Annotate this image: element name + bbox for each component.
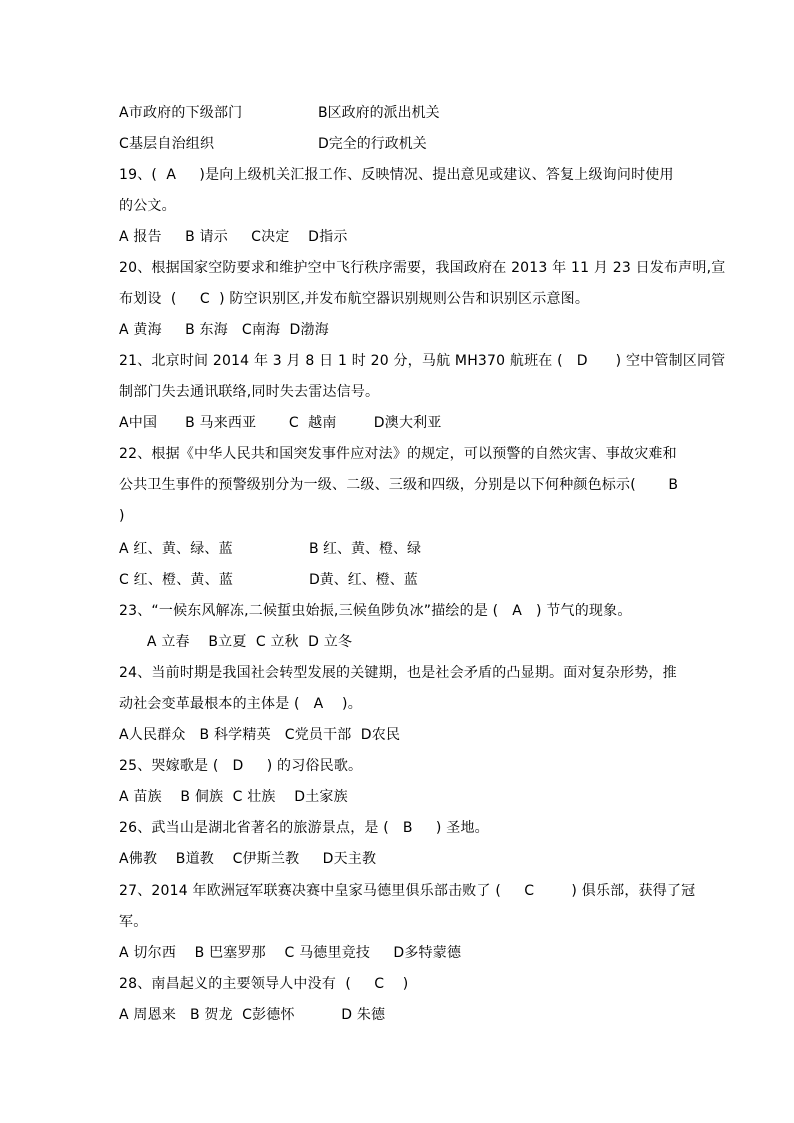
question-24-options: A人民群众 B 科学精英 C党员干部 D农民: [119, 727, 401, 743]
question-28-options: A 周恩来 B 贺龙 C彭德怀 D 朱德: [119, 1007, 386, 1023]
question-27-text: 27、2014 年欧洲冠军联赛决赛中皇家马德里俱乐部击败了 ( C ) 俱乐部，获得了冠: [119, 883, 696, 899]
question-22-option: A 红、黄、绿、蓝: [119, 541, 233, 557]
question-20-options: A 黄海 B 东海 C南海 D渤海: [119, 322, 329, 338]
question-23-options: A 立春 B立夏 C 立秋 D 立冬: [119, 634, 353, 650]
question-27-text-cont: 军。: [119, 914, 148, 930]
question-19-options: A 报告 B 请示 C决定 D指示: [119, 229, 348, 245]
question-21-text: 21、北京时间 2014 年 3 月 8 日 1 时 20 分，马航 MH370 航班在 ( D ) 空中管制区同管: [119, 353, 726, 369]
question-24-text-cont: 动社会变革最根本的主体是 ( A )。: [119, 696, 362, 712]
question-25-text: 25、哭嫁歌是 ( D ) 的习俗民歌。: [119, 758, 363, 774]
question-23-text: 23、“一候东风解冻,二候蜇虫始振,三候鱼陟负冰”描绘的是 ( A ) 节气的现象。: [119, 603, 632, 619]
question-21-text-cont: 制部门失去通讯联络,同时失去雷达信号。: [119, 384, 380, 400]
option-line: B区政府的派出机关: [318, 105, 440, 121]
question-20-text-cont: 布划设 ( C ) 防空识别区,并发布航空器识别规则公告和识别区示意图。: [119, 291, 590, 307]
question-22-option: C 红、橙、黄、蓝: [119, 572, 234, 588]
option-line: D完全的行政机关: [318, 136, 427, 152]
question-22-text-cont: 公共卫生事件的预警级别分为一级、二级、三级和四级，分别是以下何种颜色标示( B: [119, 477, 679, 493]
question-22-text: 22、根据《中华人民共和国突发事件应对法》的规定，可以预警的自然灾害、事故灾难和: [119, 446, 677, 462]
question-27-options: A 切尔西 B 巴塞罗那 C 马德里竞技 D多特蒙德: [119, 945, 462, 961]
option-line: A市政府的下级部门: [119, 105, 243, 121]
question-19-text: 19、( A )是向上级机关汇报工作、反映情况、提出意见或建议、答复上级询问时使用: [119, 167, 674, 183]
question-28-text: 28、南昌起义的主要领导人中没有 ( C ): [119, 976, 409, 992]
question-22-option: B 红、黄、橙、绿: [309, 541, 422, 557]
option-line: C基层自治组织: [119, 136, 215, 152]
question-20-text: 20、根据国家空防要求和维护空中飞行秩序需要，我国政府在 2013 年 11 月 23 日发布声明,宣: [119, 260, 726, 276]
question-21-options: A中国 B 马来西亚 C 越南 D澳大利亚: [119, 415, 442, 431]
question-26-text: 26、武当山是湖北省著名的旅游景点，是 ( B ) 圣地。: [119, 820, 489, 836]
question-26-options: A佛教 B道教 C伊斯兰教 D天主教: [119, 851, 377, 867]
question-22-option: D黄、红、橙、蓝: [309, 572, 418, 588]
question-24-text: 24、当前时期是我国社会转型发展的关键期，也是社会矛盾的凸显期。面对复杂形势，推: [119, 665, 677, 681]
question-19-text-cont: 的公文。: [119, 198, 176, 214]
question-22-text-cont: ): [119, 508, 125, 524]
question-25-options: A 苗族 B 侗族 C 壮族 D土家族: [119, 789, 348, 805]
